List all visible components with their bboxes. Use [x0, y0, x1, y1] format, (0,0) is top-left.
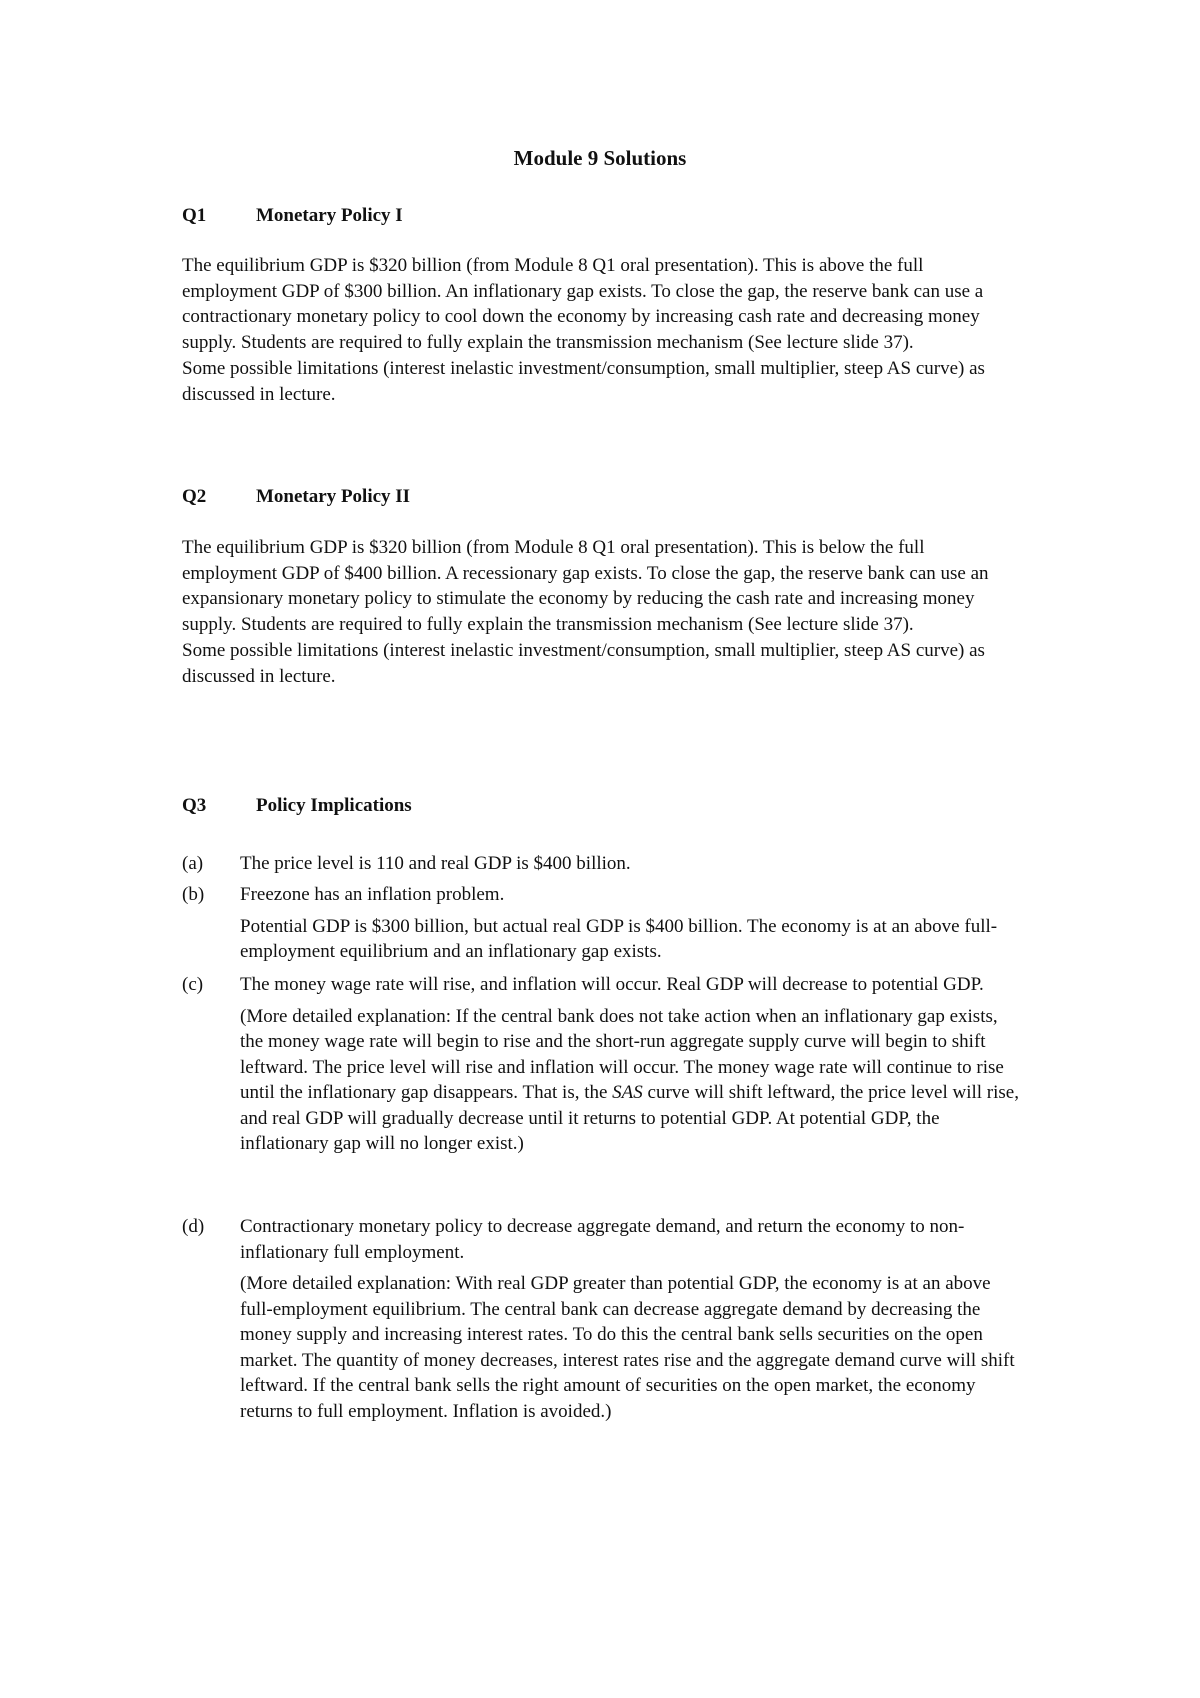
q3-item-b	[182, 882, 1024, 965]
q2-paragraph-1: The equilibrium GDP is $320 billion (from Module 8 Q1 oral presentation). This is below the full employment GDP of $400 billion. A recessionary gap exists. To close the gap, the reserve bank can use an expansionary monetary policy to stimulate the economy by reducing the cash rate and increasing money supply. Students are required to fully explain the transmission mechanism (See lecture slide 37).	[182, 537, 989, 636]
q3-item-c	[182, 972, 1024, 1157]
q1-heading	[182, 204, 403, 228]
sas-term: SAS	[612, 1082, 643, 1103]
q3-item-d	[182, 1214, 1024, 1424]
item-c-label: (c)	[182, 974, 204, 995]
q3-item-a	[182, 851, 1024, 877]
item-a-label: (a)	[182, 853, 204, 874]
item-a-text: The price level is 110 and real GDP is $400 billion.	[240, 853, 631, 874]
q2-title: Monetary Policy II	[256, 486, 411, 507]
item-c-text-2-end: curve will shift leftward, the price level will rise, and real GDP will gradually decrease until it returns to potential GDP. At potential GDP, the inflationary gap will no longer exist.)	[240, 1082, 1019, 1154]
q1-answer	[182, 253, 1022, 407]
q2-answer	[182, 535, 1022, 689]
q2-number: Q2	[182, 486, 207, 507]
q1-number: Q1	[182, 205, 207, 226]
document-title: Module 9 Solutions	[513, 146, 687, 170]
q2-heading	[182, 485, 410, 509]
q1-paragraph-1: The equilibrium GDP is $320 billion (from Module 8 Q1 oral presentation). This is above the full employment GDP of $300 billion. An inflationary gap exists. To close the gap, the reserve bank can use a contractionary monetary policy to cool down the economy by increasing cash rate and decreasing money supply. Students are required to fully explain the transmission mechanism (See lecture slide 37).	[182, 255, 984, 354]
q3-heading	[182, 794, 412, 818]
q3-title: Policy Implications	[256, 795, 412, 816]
item-b-text-2: Potential GDP is $300 billion, but actual real GDP is $400 billion. The economy is at an above full-employment equilibrium and an inflationary gap exists.	[240, 915, 998, 962]
item-d-text-1: Contractionary monetary policy to decrease aggregate demand, and return the economy to non-inflationary full employment.	[240, 1216, 965, 1263]
q3-number: Q3	[182, 795, 207, 816]
q2-paragraph-2: Some possible limitations (interest inelastic investment/consumption, small multiplier, steep AS curve) as discussed in lecture.	[182, 639, 985, 687]
item-b-text-1: Freezone has an inflation problem.	[240, 884, 505, 905]
item-d-text-2: (More detailed explanation: With real GDP greater than potential GDP, the economy is at an above full-employment equilibrium. The central bank can decrease aggregate demand by decreasing the money supply and increasing interest rates. To do this the central bank sells securities on the open market. The quantity of money decreases, interest rates rise and the aggregate demand curve will shift leftward. If the central bank sells the right amount of securities on the open market, the economy returns to full employment. Inflation is avoided.)	[240, 1273, 1015, 1422]
q1-title: Monetary Policy I	[256, 205, 403, 226]
item-c-text-2-start: (More detailed explanation: If the central bank does not take action when an inflationary gap exists, the money wage rate will begin to rise and the short-run aggregate supply curve will begin to shift leftward. The price level will rise and inflation will occur. The money wage rate will continue to rise until the inflationary gap disappears. That is, the	[240, 1005, 1004, 1103]
item-c-text-1: The money wage rate will rise, and inflation will occur. Real GDP will decrease to potential GDP.	[240, 974, 984, 995]
item-b-label: (b)	[182, 884, 205, 905]
item-c-text-2	[240, 1004, 1024, 1157]
q1-paragraph-2: Some possible limitations (interest inelastic investment/consumption, small multiplier, steep AS curve) as discussed in lecture.	[182, 357, 985, 405]
item-d-label: (d)	[182, 1216, 205, 1237]
